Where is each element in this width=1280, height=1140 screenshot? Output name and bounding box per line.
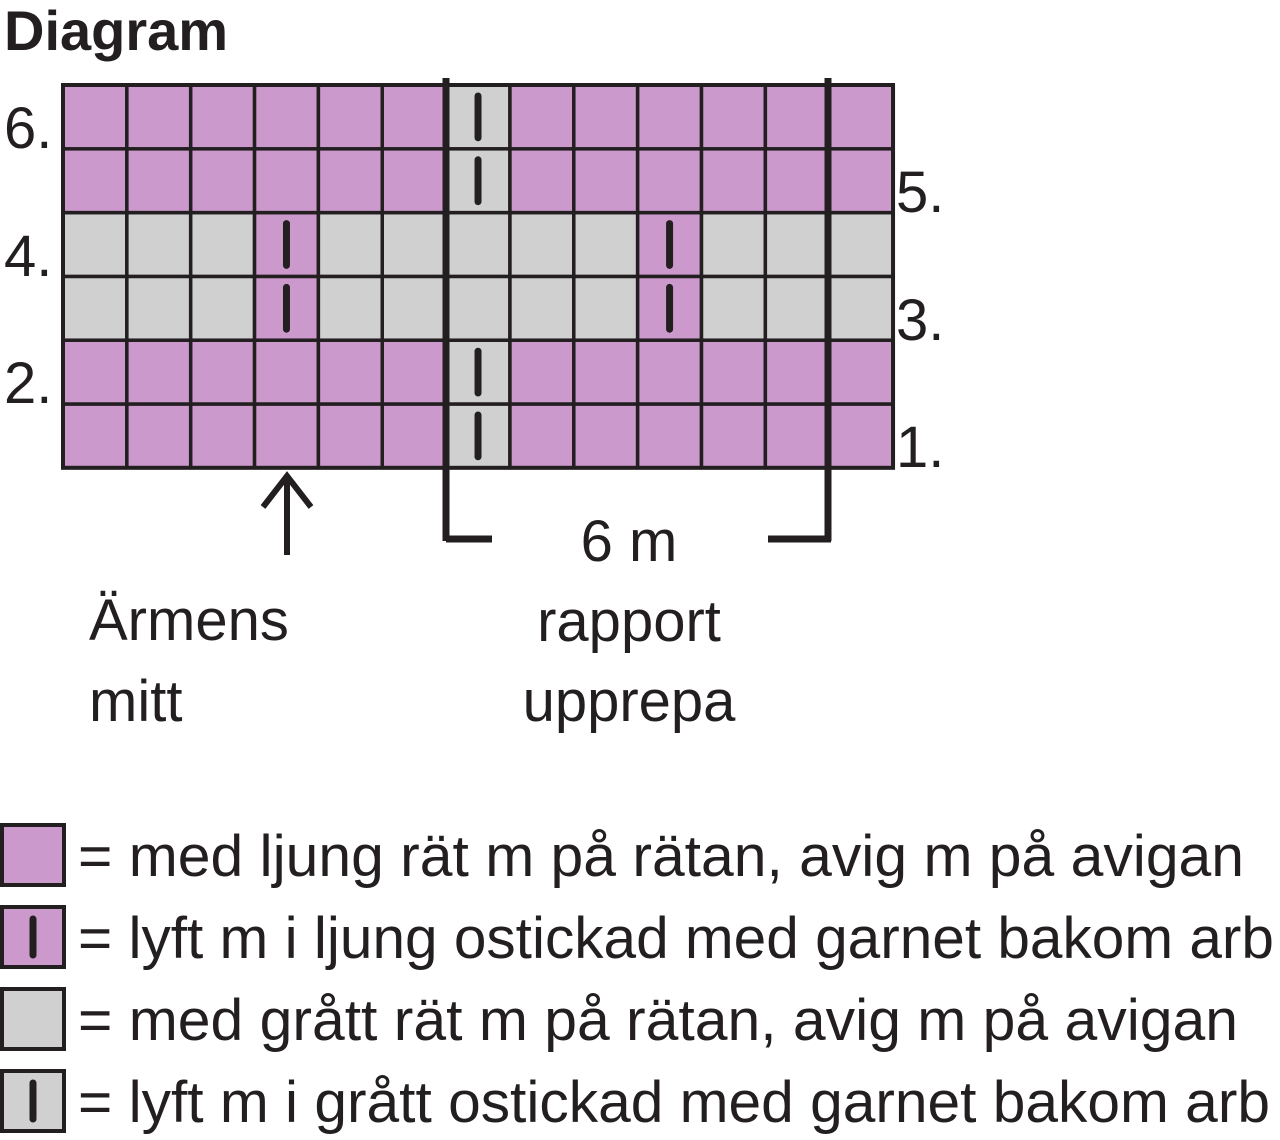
chart-cell [574,149,638,213]
legend-item [2,824,1244,889]
chart-cell [765,340,829,404]
chart-cell [382,404,446,468]
row-label-1: 1. [896,415,945,480]
row-label-3: 3. [896,288,945,353]
chart-cell [63,149,127,213]
chart-cell [382,276,446,340]
chart-cell [255,404,319,468]
chart-cell [446,276,510,340]
chart-cell [702,404,766,468]
legend-item [2,1070,1270,1135]
chart-cell [702,340,766,404]
legend-item [2,988,1238,1053]
chart-cell [765,276,829,340]
chart-cell [63,85,127,149]
chart-cell [638,340,702,404]
chart-cell [765,404,829,468]
repeat-width-label: 6 m [580,509,678,574]
chart-cell [318,340,382,404]
chart-cell [829,85,893,149]
row-label-4: 4. [4,224,53,289]
diagram-title: Diagram [4,0,229,62]
chart-cell [191,149,255,213]
chart-cell [127,340,191,404]
chart-cell [510,276,574,340]
legend-label: = lyft m i ljung ostickad med garnet bakom arb [78,906,1274,971]
legend-label: = med ljung rät m på rätan, avig m på avigan [78,824,1244,889]
chart-cell [765,213,829,277]
chart-legend [2,824,1274,1135]
chart-cell [702,85,766,149]
chart-cell [318,276,382,340]
chart-cell [574,85,638,149]
legend-label: = lyft m i grått ostickad med garnet bakom arb [78,1070,1270,1135]
chart-cell [191,404,255,468]
chart-cell [510,213,574,277]
chart-cell [191,276,255,340]
chart-cell [191,85,255,149]
sleeve-center-arrow-icon [263,476,311,555]
chart-cell [382,149,446,213]
chart-cell [765,149,829,213]
chart-cell [63,213,127,277]
chart-cell [63,276,127,340]
chart-cell [574,213,638,277]
chart-cell [318,404,382,468]
legend-swatch [2,989,64,1049]
row-label-5: 5. [896,160,945,225]
chart-cell [765,85,829,149]
chart-cell [574,340,638,404]
chart-cell [255,85,319,149]
chart-cell [255,149,319,213]
chart-cell [191,340,255,404]
row-label-6: 6. [4,96,53,161]
chart-cell [702,149,766,213]
chart-cell [829,149,893,213]
chart-cell [702,213,766,277]
chart-cell [127,276,191,340]
chart-cell [382,213,446,277]
repeat-label-line2: upprepa [522,669,736,734]
chart-cell [127,213,191,277]
chart-cell [127,85,191,149]
chart-cell [510,404,574,468]
chart-cell [63,404,127,468]
chart-cell [829,404,893,468]
repeat-label-line1: rapport [537,589,721,654]
chart-cell [574,276,638,340]
row-label-2: 2. [4,351,53,416]
chart-cell [318,85,382,149]
chart-cell [191,213,255,277]
chart-cell [829,340,893,404]
chart-cell [318,213,382,277]
chart-cell [127,149,191,213]
chart-cell [127,404,191,468]
legend-item [2,906,1274,971]
sleeve-center-label-line1: Ärmens [89,588,289,653]
legend-label: = med grått rät m på rätan, avig m på avigan [78,988,1238,1053]
chart-grid [63,85,893,468]
chart-cell [829,213,893,277]
chart-cell [510,149,574,213]
chart-cell [446,213,510,277]
chart-cell [382,340,446,404]
legend-swatch [2,825,64,885]
chart-cell [638,404,702,468]
chart-cell [63,340,127,404]
chart-cell [382,85,446,149]
chart-cell [255,340,319,404]
chart-cell [702,276,766,340]
chart-cell [510,340,574,404]
chart-cell [829,276,893,340]
chart-cell [638,85,702,149]
sleeve-center-label-line2: mitt [89,669,183,734]
chart-cell [318,149,382,213]
chart-cell [638,149,702,213]
chart-cell [510,85,574,149]
chart-cell [574,404,638,468]
